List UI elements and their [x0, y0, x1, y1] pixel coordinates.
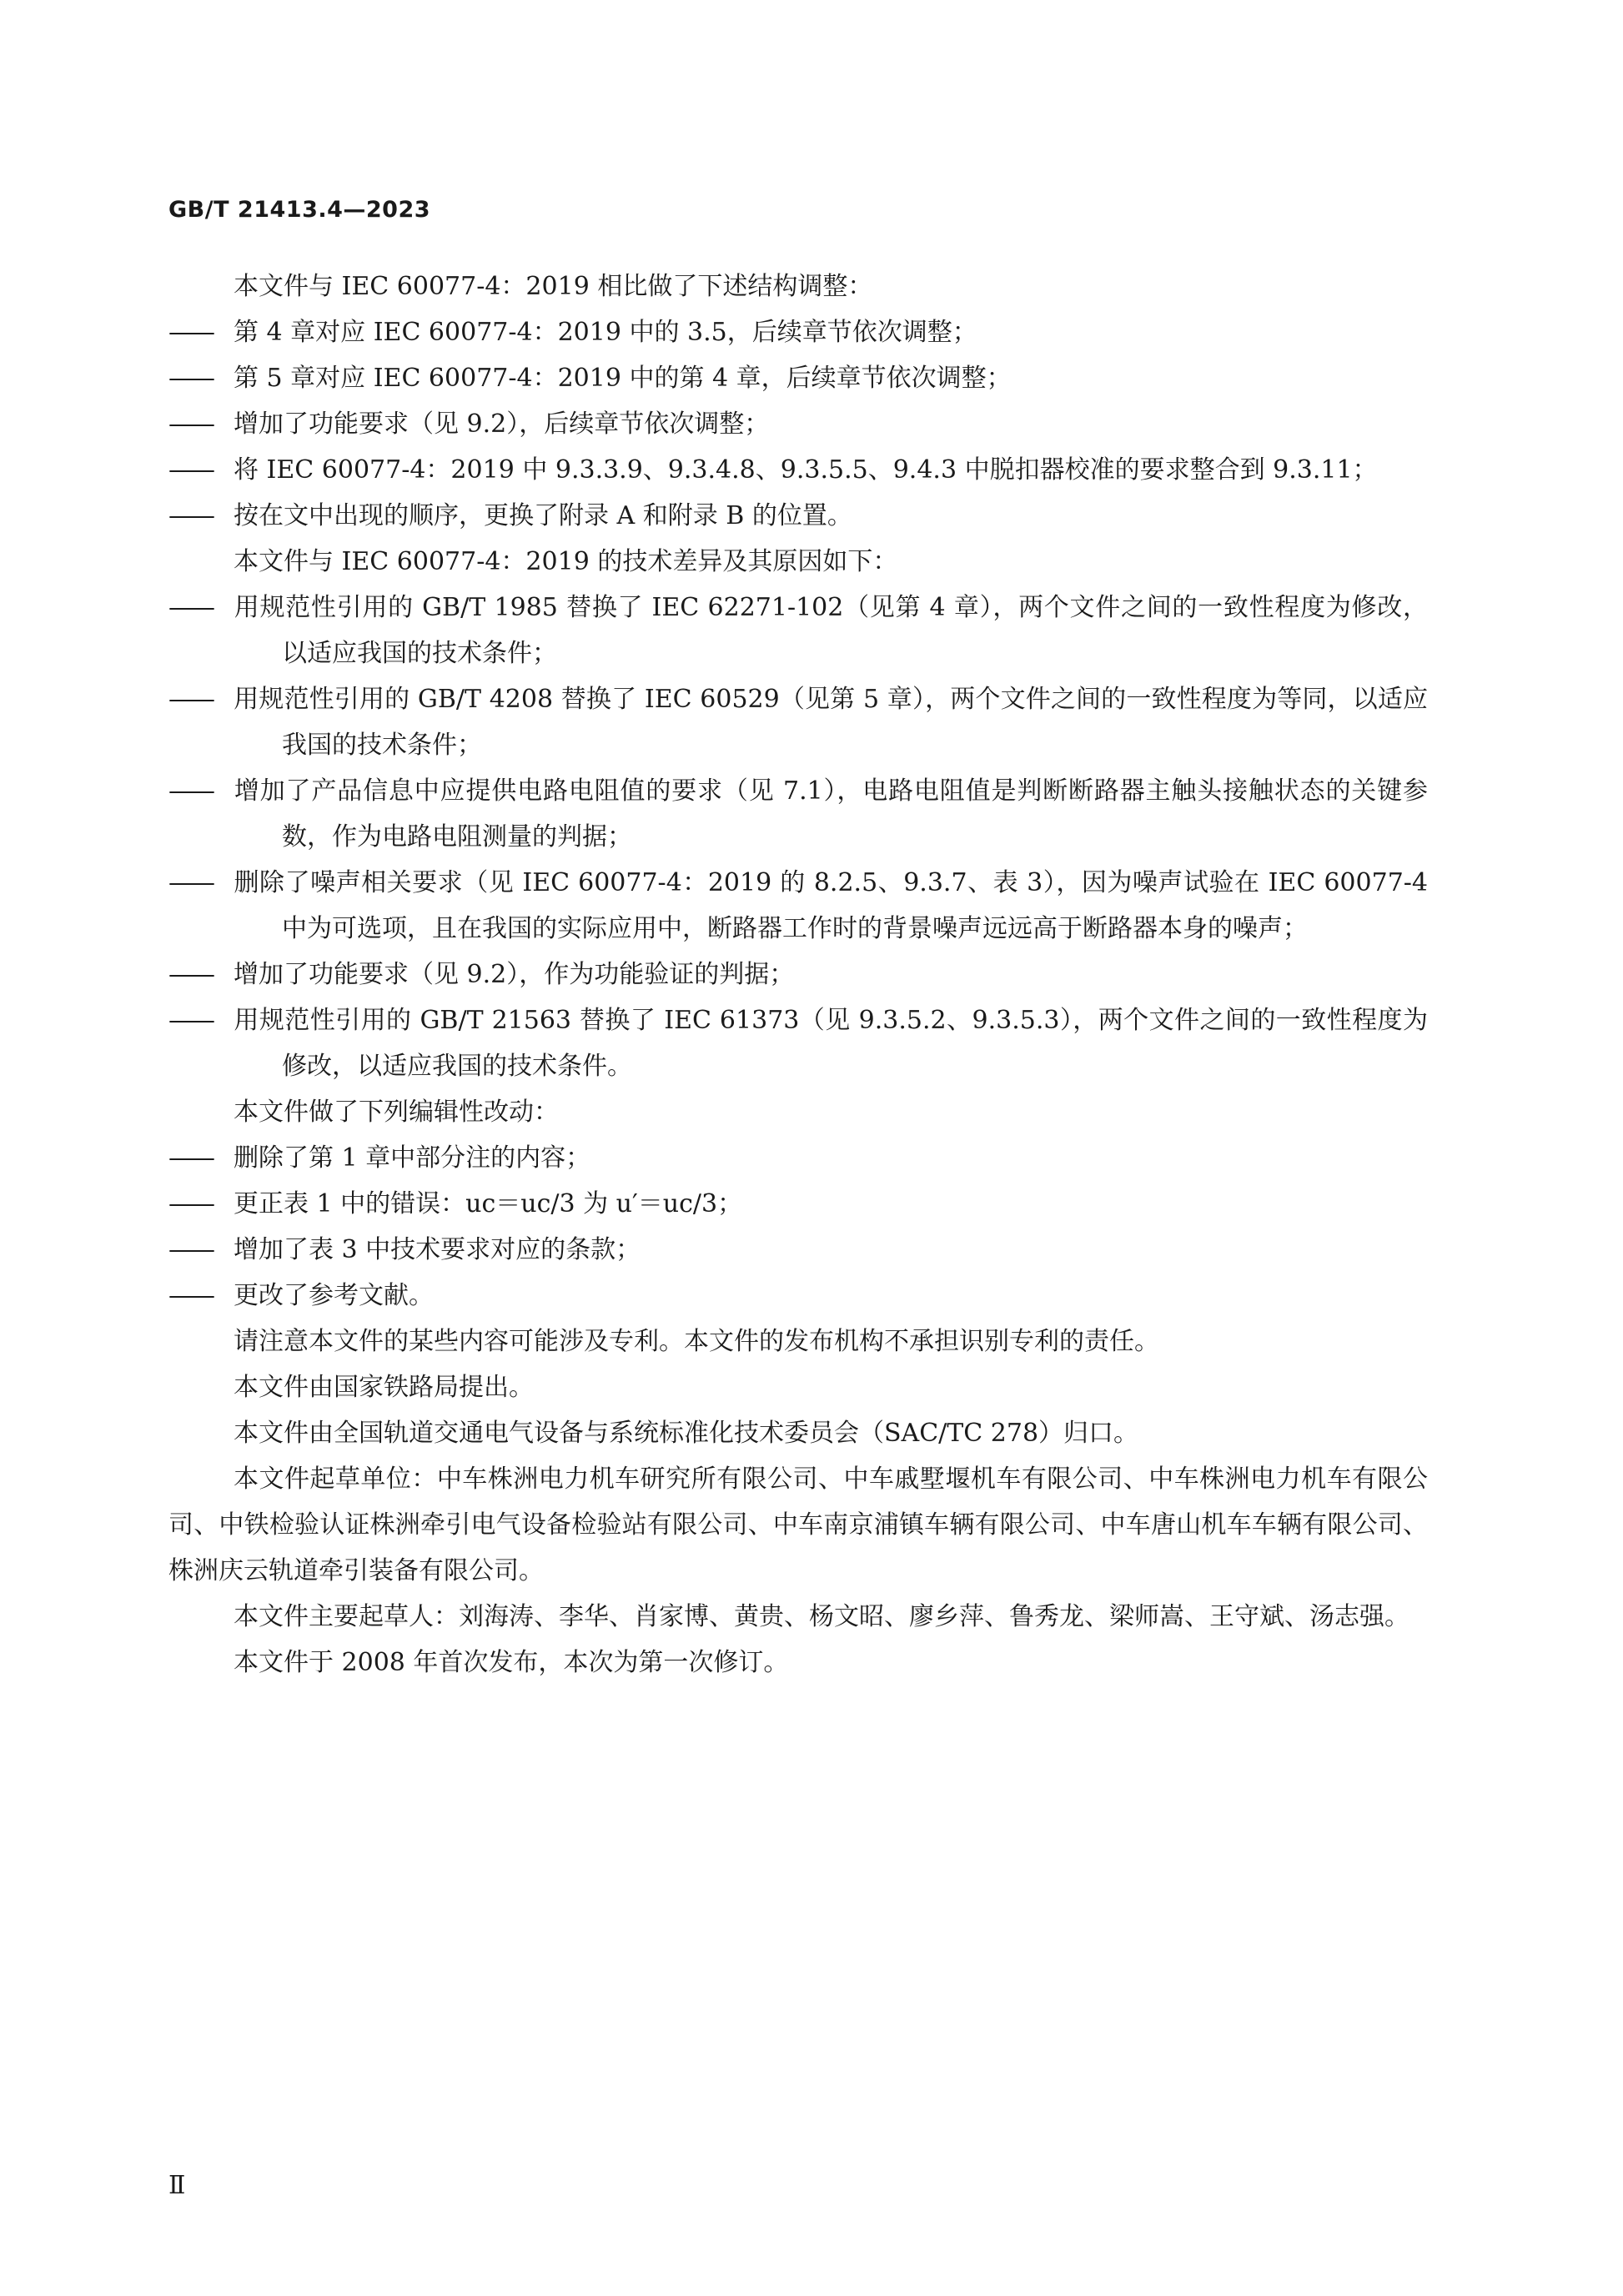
list-dash: —— — [168, 455, 212, 485]
list-dash: —— — [168, 868, 212, 897]
list-dash: —— — [168, 1143, 212, 1173]
list-item-text: 第 5 章对应 IEC 60077-4：2019 中的第 4 章，后续章节依次调整； — [234, 364, 1012, 393]
list-item — [168, 493, 1428, 539]
list-dash: —— — [168, 1235, 212, 1264]
paragraph: 本文件由国家铁路局提出。 — [234, 1373, 534, 1402]
list-dash: —— — [168, 1281, 212, 1310]
list-item — [168, 860, 1428, 952]
list-item-text: 更改了参考文献。 — [234, 1281, 434, 1310]
paragraph: 本文件与 IEC 60077-4：2019 的技术差异及其原因如下： — [234, 547, 898, 576]
list-item — [168, 952, 1428, 997]
list-dash: —— — [168, 685, 212, 714]
paragraph: 本文件做了下列编辑性改动： — [234, 1098, 559, 1127]
list-item — [168, 1273, 1428, 1319]
document-body — [168, 264, 1428, 1686]
list-item — [168, 585, 1428, 676]
list-dash: —— — [168, 364, 212, 393]
list-item-text: 增加了功能要求（见 9.2），作为功能验证的判据； — [234, 960, 795, 989]
list-item — [168, 447, 1428, 493]
document-code-header: GB/T 21413.4—2023 — [168, 197, 431, 223]
list-item — [168, 997, 1428, 1089]
paragraph: 本文件主要起草人：刘海涛、李华、肖家博、黄贵、杨文昭、廖乡萍、鲁秀龙、梁师嵩、王守斌、汤志强。 — [234, 1602, 1409, 1631]
list-item — [168, 676, 1428, 768]
paragraph: 本文件与 IEC 60077-4：2019 相比做了下述结构调整： — [234, 272, 873, 301]
list-item-text: 用规范性引用的 GB/T 1985 替换了 IEC 62271-102（见第 4 章），两个文件之间的一致性程度为修改，以适应我国的技术条件； — [234, 593, 1428, 668]
list-dash: —— — [168, 1006, 212, 1035]
paragraph: 请注意本文件的某些内容可能涉及专利。本文件的发布机构不承担识别专利的责任。 — [234, 1327, 1159, 1356]
list-item-text: 将 IEC 60077-4：2019 中 9.3.3.9、9.3.4.8、9.3.5.5、9.4.3 中脱扣器校准的要求整合到 9.3.11； — [234, 455, 1378, 485]
list-item — [168, 1227, 1428, 1273]
list-item — [168, 1135, 1428, 1181]
list-item-text: 增加了功能要求（见 9.2），后续章节依次调整； — [234, 409, 770, 439]
paragraph: 本文件起草单位：中车株洲电力机车研究所有限公司、中车戚墅堰机车有限公司、中车株洲电力机车有限公司、中铁检验认证株洲牵引电气设备检验站有限公司、中车南京浦镇车辆有限公司、中车唐山机车车辆有限公司、株洲庆云轨道牵引装备有限公司。 — [168, 1465, 1428, 1585]
list-item-text: 增加了产品信息中应提供电路电阻值的要求（见 7.1），电路电阻值是判断断路器主触头接触状态的关键参数，作为电路电阻测量的判据； — [234, 776, 1428, 852]
list-item — [168, 768, 1428, 860]
list-dash: —— — [168, 960, 212, 989]
list-dash: —— — [168, 1189, 212, 1218]
list-dash: —— — [168, 501, 212, 530]
list-item-text: 用规范性引用的 GB/T 4208 替换了 IEC 60529（见第 5 章），两个文件之间的一致性程度为等同，以适应我国的技术条件； — [234, 685, 1428, 760]
list-item — [168, 355, 1428, 401]
list-item — [168, 1181, 1428, 1227]
list-dash: —— — [168, 593, 212, 622]
list-item — [168, 401, 1428, 447]
list-item-text: 删除了噪声相关要求（见 IEC 60077-4：2019 的 8.2.5、9.3.7、表 3），因为噪声试验在 IEC 60077-4 中为可选项，且在我国的实际应用中，断路器工作时的背景噪声远远高于断路器本身的噪声； — [234, 868, 1428, 943]
paragraph: 本文件于 2008 年首次发布，本次为第一次修订。 — [234, 1648, 789, 1677]
list-item-text: 增加了表 3 中技术要求对应的条款； — [234, 1235, 641, 1264]
list-dash: —— — [168, 409, 212, 439]
list-item — [168, 309, 1428, 355]
list-item-text: 用规范性引用的 GB/T 21563 替换了 IEC 61373（见 9.3.5.2、9.3.5.3），两个文件之间的一致性程度为修改，以适应我国的技术条件。 — [234, 1006, 1428, 1081]
paragraph: 本文件由全国轨道交通电气设备与系统标准化技术委员会（SAC/TC 278）归口。 — [234, 1419, 1139, 1448]
list-dash: —— — [168, 776, 212, 806]
list-item-text: 更正表 1 中的错误：uc＝uc/3 为 u′＝uc/3； — [234, 1189, 743, 1218]
list-item-text: 第 4 章对应 IEC 60077-4：2019 中的 3.5，后续章节依次调整； — [234, 318, 977, 347]
list-dash: —— — [168, 318, 212, 347]
list-item-text: 按在文中出现的顺序，更换了附录 A 和附录 B 的位置。 — [234, 501, 852, 530]
list-item-text: 删除了第 1 章中部分注的内容； — [234, 1143, 591, 1173]
page-number: Ⅱ — [168, 2171, 186, 2200]
